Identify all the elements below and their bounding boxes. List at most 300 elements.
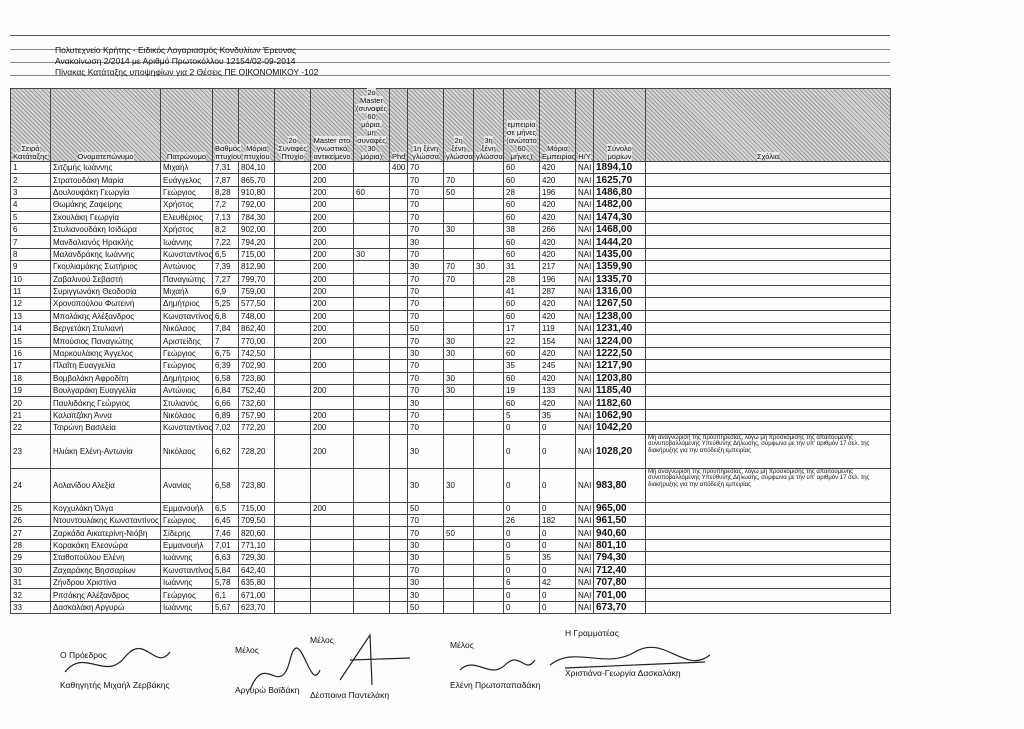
table-cell: 30 <box>408 236 444 248</box>
table-cell: Ελευθέριος <box>161 211 213 223</box>
column-header-label: Σειρά Κατάταξης <box>13 144 48 161</box>
table-cell <box>354 434 390 468</box>
table-row <box>11 576 891 588</box>
table-cell: ΝΑΙ <box>576 576 594 588</box>
table-cell: 1625,70 <box>594 174 646 186</box>
table-header-row <box>11 89 891 162</box>
signature-member3 <box>450 640 540 690</box>
table-cell <box>275 273 311 285</box>
table-cell <box>275 298 311 310</box>
table-cell: 38 <box>504 223 540 235</box>
table-cell: ΝΑΙ <box>576 589 594 601</box>
table-cell: 623,70 <box>239 601 275 613</box>
table-cell: Ζαρκάδα Αικατερίνη-Νιόβη <box>51 527 161 539</box>
signature-scribble <box>55 642 175 687</box>
table-cell <box>474 576 504 588</box>
table-cell: 31 <box>11 576 51 588</box>
table-cell <box>474 186 504 198</box>
table-cell: 60 <box>504 298 540 310</box>
table-cell <box>646 347 891 359</box>
table-cell: ΝΑΙ <box>576 285 594 297</box>
table-cell: ΝΑΙ <box>576 248 594 260</box>
table-cell <box>275 576 311 588</box>
header-announcement: Ανακοίνωση 2/2014 με Αριθμό Πρωτοκόλλου 12154/02-09-2014 <box>55 56 296 66</box>
table-cell: 1468,00 <box>594 223 646 235</box>
table-cell <box>474 397 504 409</box>
table-cell: ΝΑΙ <box>576 310 594 322</box>
table-cell: 1482,00 <box>594 199 646 211</box>
table-cell: 70 <box>444 273 474 285</box>
table-cell: 42 <box>540 576 576 588</box>
table-cell: Κωνσταντίνος <box>161 310 213 322</box>
table-cell: Σκουλάκη Γεωργία <box>51 211 161 223</box>
table-cell: 30 <box>444 468 474 502</box>
table-cell: 0 <box>540 589 576 601</box>
table-cell: Ριτσάκης Αλέξανδρος <box>51 589 161 601</box>
member1-name: Αργυρώ Βαϊδάκη <box>235 685 300 695</box>
table-cell <box>474 385 504 397</box>
table-cell <box>354 539 390 551</box>
table-cell <box>390 236 408 248</box>
table-cell: Γεώργιος <box>161 347 213 359</box>
table-cell <box>311 397 354 409</box>
table-cell: Εμμανουήλ <box>161 502 213 514</box>
table-cell: 420 <box>540 372 576 384</box>
table-cell: 820,60 <box>239 527 275 539</box>
table-cell: 30 <box>354 248 390 260</box>
table-cell: 200 <box>311 385 354 397</box>
table-cell <box>474 223 504 235</box>
table-cell: 200 <box>311 422 354 434</box>
signature-scribble <box>545 640 715 685</box>
column-header-label: 2ο Master (συναφές 60 μόρια, μη συναφές 30 μόρια) <box>356 88 388 161</box>
table-cell <box>354 273 390 285</box>
table-cell <box>444 502 474 514</box>
header-table-title: Πίνακας Κατάταξης υποψηφίων για 2 Θέσεις ΠΕ ΟΙΚΟΝΟΜΙΚΟΥ -102 <box>55 67 319 77</box>
table-cell <box>354 347 390 359</box>
table-cell: 30 <box>408 434 444 468</box>
table-cell: 30 <box>408 347 444 359</box>
signature-scribble <box>450 645 540 690</box>
member3-name: Ελένη Πρωτοπαπαδάκη <box>450 680 541 690</box>
table-cell <box>646 162 891 174</box>
table-cell <box>474 285 504 297</box>
table-row <box>11 236 891 248</box>
table-cell: Ανανίας <box>161 468 213 502</box>
table-cell <box>646 360 891 372</box>
table-cell: 30 <box>408 576 444 588</box>
table-cell <box>444 539 474 551</box>
table-cell: 804,10 <box>239 162 275 174</box>
table-cell <box>646 539 891 551</box>
table-cell: 794,30 <box>594 552 646 564</box>
table-cell: 8,2 <box>213 223 239 235</box>
signature-scribble <box>330 630 420 690</box>
table-cell <box>390 199 408 211</box>
table-cell: 16 <box>11 347 51 359</box>
column-header-label: 2ο Συναφές Πτυχίο <box>278 136 307 161</box>
table-cell: 723,80 <box>239 372 275 384</box>
table-cell: 673,70 <box>594 601 646 613</box>
table-cell: 28 <box>504 273 540 285</box>
table-cell <box>275 360 311 372</box>
table-cell <box>275 434 311 468</box>
table-cell: 5,78 <box>213 576 239 588</box>
table-row <box>11 385 891 397</box>
table-cell: 200 <box>311 335 354 347</box>
table-cell: 60 <box>504 236 540 248</box>
table-cell: 217 <box>540 261 576 273</box>
table-cell: 1217,90 <box>594 360 646 372</box>
table-cell: Στυλιανουδάκη Ισιδώρα <box>51 223 161 235</box>
table-cell <box>275 527 311 539</box>
table-cell <box>390 502 408 514</box>
table-cell: 30 <box>444 347 474 359</box>
table-cell: 70 <box>408 360 444 372</box>
column-header <box>354 89 390 162</box>
table-cell: 715,00 <box>239 248 275 260</box>
table-cell: Νικόλαος <box>161 323 213 335</box>
table-cell: Κογχυλάκη Όλγα <box>51 502 161 514</box>
table-row <box>11 552 891 564</box>
table-cell: ΝΑΙ <box>576 347 594 359</box>
table-cell <box>354 236 390 248</box>
table-cell: 32 <box>11 589 51 601</box>
secretary-label: Η Γραμματέας <box>565 628 619 638</box>
table-cell: Μη αναγνώριση της προϋπηρεσίας, λόγω μη προσκόμισης της απαιτούμενης συνυποβαλλόμενης Υπεύθυνης Δήλωσης, σύμφωνα με την υπ' αριθμόν 17 σελ. της διακήρυξης για την απόδειξη εμπειρίας <box>646 468 891 502</box>
table-cell <box>275 601 311 613</box>
table-cell <box>474 589 504 601</box>
table-cell: 1267,50 <box>594 298 646 310</box>
column-header-label: Σύνολο μορίων <box>607 144 632 161</box>
table-cell: 6,84 <box>213 385 239 397</box>
column-header-label: Βαθμός πτυχίου <box>215 144 242 161</box>
table-cell <box>275 162 311 174</box>
table-cell: 70 <box>408 298 444 310</box>
table-cell: Γκουλιαμάκης Σωτήριος <box>51 261 161 273</box>
table-cell: ΝΑΙ <box>576 298 594 310</box>
table-cell: 182 <box>540 514 576 526</box>
table-cell <box>390 552 408 564</box>
table-cell: 30 <box>408 589 444 601</box>
table-cell: Κωνσταντίνος <box>161 564 213 576</box>
table-cell <box>646 409 891 421</box>
table-cell: 70 <box>408 310 444 322</box>
table-cell <box>275 468 311 502</box>
table-cell: ΝΑΙ <box>576 552 594 564</box>
table-cell <box>275 502 311 514</box>
table-cell: 200 <box>311 409 354 421</box>
table-cell: 60 <box>504 162 540 174</box>
table-cell <box>275 589 311 601</box>
document-header <box>55 45 318 78</box>
table-cell: 19 <box>11 385 51 397</box>
table-row <box>11 298 891 310</box>
table-cell: 7,46 <box>213 527 239 539</box>
table-cell <box>444 552 474 564</box>
table-cell: ΝΑΙ <box>576 335 594 347</box>
table-cell: 732,60 <box>239 397 275 409</box>
table-cell <box>646 298 891 310</box>
table-cell: Μαλανδράκης Ιωάννης <box>51 248 161 260</box>
table-cell <box>311 468 354 502</box>
table-cell: ΝΑΙ <box>576 236 594 248</box>
table-cell <box>646 576 891 588</box>
table-cell <box>390 310 408 322</box>
table-cell: 6,58 <box>213 468 239 502</box>
table-cell: Ιωάννης <box>161 601 213 613</box>
table-cell: 30 <box>444 335 474 347</box>
table-cell: 245 <box>540 360 576 372</box>
table-row <box>11 397 891 409</box>
table-cell <box>275 174 311 186</box>
table-cell <box>354 298 390 310</box>
table-cell: 420 <box>540 211 576 223</box>
table-row <box>11 589 891 601</box>
table-cell: 70 <box>408 273 444 285</box>
column-header-label: 2η ξένη γλώσσα <box>446 136 473 161</box>
column-header-label: Σχόλια <box>756 152 780 161</box>
table-cell: 133 <box>540 385 576 397</box>
table-cell <box>390 335 408 347</box>
table-cell: 14 <box>11 323 51 335</box>
table-row <box>11 199 891 211</box>
table-cell: 11 <box>11 285 51 297</box>
table-cell: 70 <box>408 527 444 539</box>
table-cell <box>390 434 408 468</box>
table-cell: 770,00 <box>239 335 275 347</box>
table-cell <box>275 397 311 409</box>
table-cell: 702,90 <box>239 360 275 372</box>
table-cell: Γεώργιος <box>161 514 213 526</box>
table-cell <box>354 589 390 601</box>
table-cell: ΝΑΙ <box>576 422 594 434</box>
table-cell: 671,00 <box>239 589 275 601</box>
table-cell <box>474 434 504 468</box>
table-cell <box>474 564 504 576</box>
table-cell: 50 <box>408 323 444 335</box>
table-cell <box>646 589 891 601</box>
table-cell <box>474 199 504 211</box>
table-cell: ΝΑΙ <box>576 514 594 526</box>
table-cell: 200 <box>311 323 354 335</box>
table-cell: 1238,00 <box>594 310 646 322</box>
table-cell: 60 <box>354 186 390 198</box>
table-cell <box>444 360 474 372</box>
table-cell: 200 <box>311 162 354 174</box>
table-cell: 7,84 <box>213 323 239 335</box>
table-cell: 5,25 <box>213 298 239 310</box>
table-cell: ΝΑΙ <box>576 385 594 397</box>
table-cell: 60 <box>504 199 540 211</box>
table-cell <box>390 409 408 421</box>
table-cell: 29 <box>11 552 51 564</box>
table-row <box>11 186 891 198</box>
table-cell: Γεώργιος <box>161 589 213 601</box>
table-cell <box>444 434 474 468</box>
table-cell <box>646 335 891 347</box>
table-row <box>11 601 891 613</box>
table-cell: 642,40 <box>239 564 275 576</box>
table-cell <box>311 601 354 613</box>
table-cell <box>275 236 311 248</box>
table-cell: 60 <box>504 372 540 384</box>
table-cell: 60 <box>504 174 540 186</box>
table-cell: 5,67 <box>213 601 239 613</box>
table-cell: 7,13 <box>213 211 239 223</box>
table-cell: ΝΑΙ <box>576 527 594 539</box>
table-body <box>11 162 891 614</box>
table-cell: 801,10 <box>594 539 646 551</box>
table-cell: Ζαχαράκης Βησσαρίων <box>51 564 161 576</box>
table-cell: Δασκαλάκη Αργυρώ <box>51 601 161 613</box>
table-cell: 50 <box>444 186 474 198</box>
table-cell <box>646 186 891 198</box>
table-cell: 6,39 <box>213 360 239 372</box>
table-cell: ΝΑΙ <box>576 186 594 198</box>
member2-label: Μέλος <box>310 635 334 645</box>
table-cell <box>354 223 390 235</box>
table-cell <box>444 576 474 588</box>
table-cell: 0 <box>504 539 540 551</box>
table-cell: 784,30 <box>239 211 275 223</box>
signature-member1 <box>235 645 299 695</box>
table-cell <box>275 514 311 526</box>
table-cell <box>354 409 390 421</box>
table-cell <box>354 211 390 223</box>
table-cell <box>474 601 504 613</box>
table-cell: Στρατουδάκη Μαρία <box>51 174 161 186</box>
table-cell: ΝΑΙ <box>576 223 594 235</box>
table-cell: Πλαΐτη Ευαγγελία <box>51 360 161 372</box>
president-name: Καθηγητής Μιχαήλ Ζερβάκης <box>60 680 170 690</box>
table-cell <box>354 601 390 613</box>
table-cell <box>390 248 408 260</box>
table-cell: Μανδαλιανός Ηρακλής <box>51 236 161 248</box>
table-cell: ΝΑΙ <box>576 211 594 223</box>
table-cell: 200 <box>311 174 354 186</box>
table-cell: Θωμάκης Ζαφείρης <box>51 199 161 211</box>
table-cell <box>354 502 390 514</box>
column-header-label: Phd <box>392 152 406 161</box>
table-cell <box>354 372 390 384</box>
table-cell: 1182,60 <box>594 397 646 409</box>
table-cell: 812,90 <box>239 261 275 273</box>
table-cell: 70 <box>408 186 444 198</box>
table-cell: 60 <box>504 347 540 359</box>
table-cell: Μπολάκης Αλέξανδρος <box>51 310 161 322</box>
table-cell <box>444 323 474 335</box>
table-cell: 1444,20 <box>594 236 646 248</box>
table-cell <box>646 601 891 613</box>
table-cell: 70 <box>408 564 444 576</box>
member2-name: Δέσποινα Παντελάκη <box>310 690 390 700</box>
table-cell: 0 <box>504 601 540 613</box>
column-header <box>408 89 444 162</box>
table-cell: 709,50 <box>239 514 275 526</box>
table-cell: 1028,20 <box>594 434 646 468</box>
table-cell: 6,1 <box>213 589 239 601</box>
table-cell <box>311 539 354 551</box>
table-cell <box>275 323 311 335</box>
table-cell <box>390 422 408 434</box>
table-cell: 119 <box>540 323 576 335</box>
table-cell <box>646 514 891 526</box>
table-cell <box>275 409 311 421</box>
table-cell: 772,20 <box>239 422 275 434</box>
table-cell: Αντώνιος <box>161 261 213 273</box>
table-cell: 10 <box>11 273 51 285</box>
table-cell: 30 <box>444 385 474 397</box>
table-cell: 287 <box>540 285 576 297</box>
table-cell: 200 <box>311 211 354 223</box>
table-cell <box>474 236 504 248</box>
table-row <box>11 422 891 434</box>
table-cell: 12 <box>11 298 51 310</box>
table-cell <box>646 310 891 322</box>
table-cell: 0 <box>540 422 576 434</box>
table-cell: 6,63 <box>213 552 239 564</box>
table-cell: 771,10 <box>239 539 275 551</box>
table-cell: 21 <box>11 409 51 421</box>
table-cell: 6,75 <box>213 347 239 359</box>
table-cell: Χρονοπούλου Φωτεινή <box>51 298 161 310</box>
table-cell <box>390 589 408 601</box>
table-cell: 70 <box>408 223 444 235</box>
table-cell: Ευάγγελος <box>161 174 213 186</box>
table-cell: 200 <box>311 434 354 468</box>
column-header-label: 1η ξένη γλώσσα <box>412 144 439 161</box>
table-cell <box>390 223 408 235</box>
table-row <box>11 360 891 372</box>
table-cell: 6,8 <box>213 310 239 322</box>
table-cell <box>444 601 474 613</box>
table-cell <box>275 347 311 359</box>
table-cell <box>354 514 390 526</box>
table-cell: 200 <box>311 502 354 514</box>
table-cell: 6,62 <box>213 434 239 468</box>
table-cell <box>311 347 354 359</box>
table-cell: 200 <box>311 236 354 248</box>
table-cell <box>354 162 390 174</box>
table-cell: 30 <box>408 539 444 551</box>
table-cell: 200 <box>311 310 354 322</box>
column-header <box>594 89 646 162</box>
table-cell: 728,20 <box>239 434 275 468</box>
table-cell: 9 <box>11 261 51 273</box>
table-cell <box>275 422 311 434</box>
table-cell: 70 <box>408 514 444 526</box>
table-row <box>11 261 891 273</box>
table-cell: 200 <box>311 186 354 198</box>
table-cell: Γεώργιος <box>161 186 213 198</box>
table-cell <box>646 223 891 235</box>
table-cell: 28 <box>504 186 540 198</box>
table-cell: ΝΑΙ <box>576 539 594 551</box>
table-cell: 1435,00 <box>594 248 646 260</box>
table-cell: 1474,30 <box>594 211 646 223</box>
table-cell: 6,9 <box>213 285 239 297</box>
table-cell <box>646 422 891 434</box>
table-cell: 1335,70 <box>594 273 646 285</box>
table-cell <box>474 323 504 335</box>
column-header <box>239 89 275 162</box>
table-cell: 70 <box>408 335 444 347</box>
table-row <box>11 310 891 322</box>
table-cell: 30 <box>408 261 444 273</box>
table-cell <box>275 372 311 384</box>
secretary-name: Χριστιάνα-Γεωργία Δασκαλάκη <box>565 668 681 678</box>
